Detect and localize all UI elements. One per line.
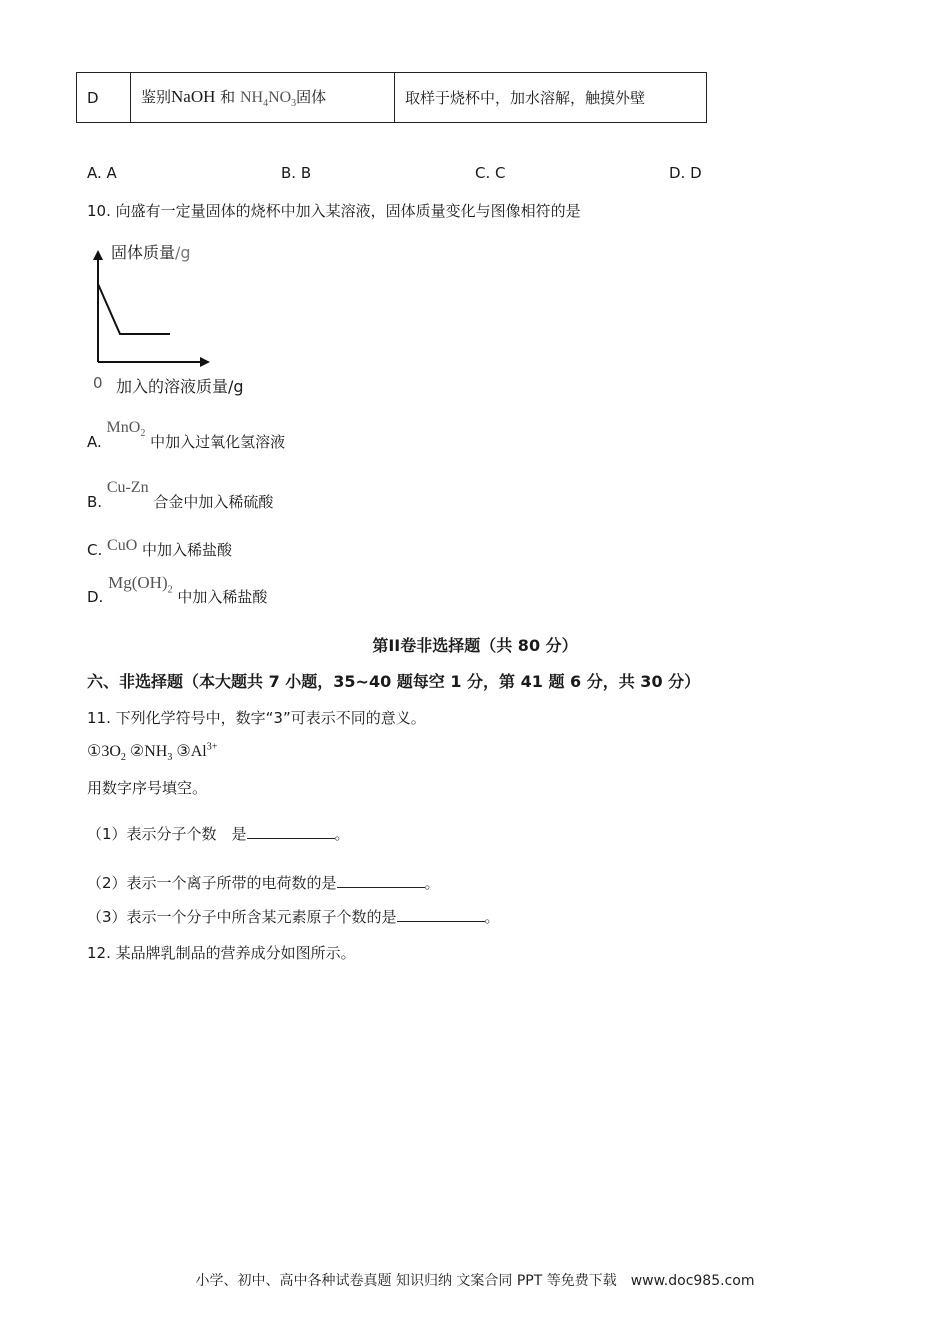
answer-blank[interactable]: [337, 873, 425, 888]
q10-option-b: B. Cu-Zn 合金中加入稀硫酸: [87, 479, 274, 511]
x-axis-arrow: [200, 357, 210, 367]
page-footer: 小学、初中、高中各种试卷真题 知识归纳 文案合同 PPT 等免费下载 www.doc985.com: [195, 1273, 755, 1289]
y-axis-arrow: [93, 250, 103, 260]
table-row: [77, 73, 707, 123]
q9-option-d: D. D: [669, 164, 702, 182]
answer-blank[interactable]: [247, 824, 335, 839]
q12-stem: 12. 某品牌乳制品的营养成分如图所示。: [87, 944, 356, 962]
graph-xlabel: 加入的溶液质量/g: [116, 377, 244, 396]
part-title: 六、非选择题（本大题共 7 小题，35~40 题每空 1 分，第 41 题 6 分，共 30 分）: [87, 672, 701, 691]
q9-option-a: A. A: [87, 164, 117, 182]
q9-option-b: B. B: [281, 164, 312, 182]
answer-blank[interactable]: [397, 907, 485, 922]
q11-part-1: （1）表示分子个数 是 。: [87, 825, 350, 843]
q10-stem: 10. 向盛有一定量固体的烧杯中加入某溶液，固体质量变化与图像相符的是: [87, 202, 581, 220]
q9-option-c: C. C: [475, 164, 506, 182]
section-title: 第II卷非选择题（共 80 分）: [372, 636, 578, 655]
question-table: [76, 72, 707, 123]
q11-instruction: 用数字序号填空。: [87, 779, 208, 797]
q11-stem: 11. 下列化学符号中，数字“3”可表示不同的意义。: [87, 709, 426, 727]
graph-ylabel: 固体质量/g: [111, 243, 191, 262]
q11-part-3: （3）表示一个分子中所含某元素原子个数的是 。: [87, 908, 500, 926]
q10-option-c: C. CuO 中加入稀盐酸: [87, 537, 233, 559]
q10-option-a: A. MnO$_2$ 中加入过氧化氢溶液: [87, 419, 286, 451]
mass-curve: [98, 284, 170, 334]
graph-origin: 0: [93, 374, 103, 392]
q11-symbols: $①3O_2$ $②NH_3$ $③Al^{3+}$: [87, 741, 218, 764]
table-cell-task: 鉴别NaOH 和 $NH_4NO_3$固体: [131, 73, 395, 123]
table-cell-option: D: [77, 73, 131, 123]
q11-part-2: （2）表示一个离子所带的电荷数的是 。: [87, 874, 440, 892]
q10-option-d: D. $Mg(OH)_2$ 中加入稀盐酸: [87, 573, 268, 606]
table-cell-method: 取样于烧杯中，加水溶解，触摸外壁: [395, 73, 707, 123]
